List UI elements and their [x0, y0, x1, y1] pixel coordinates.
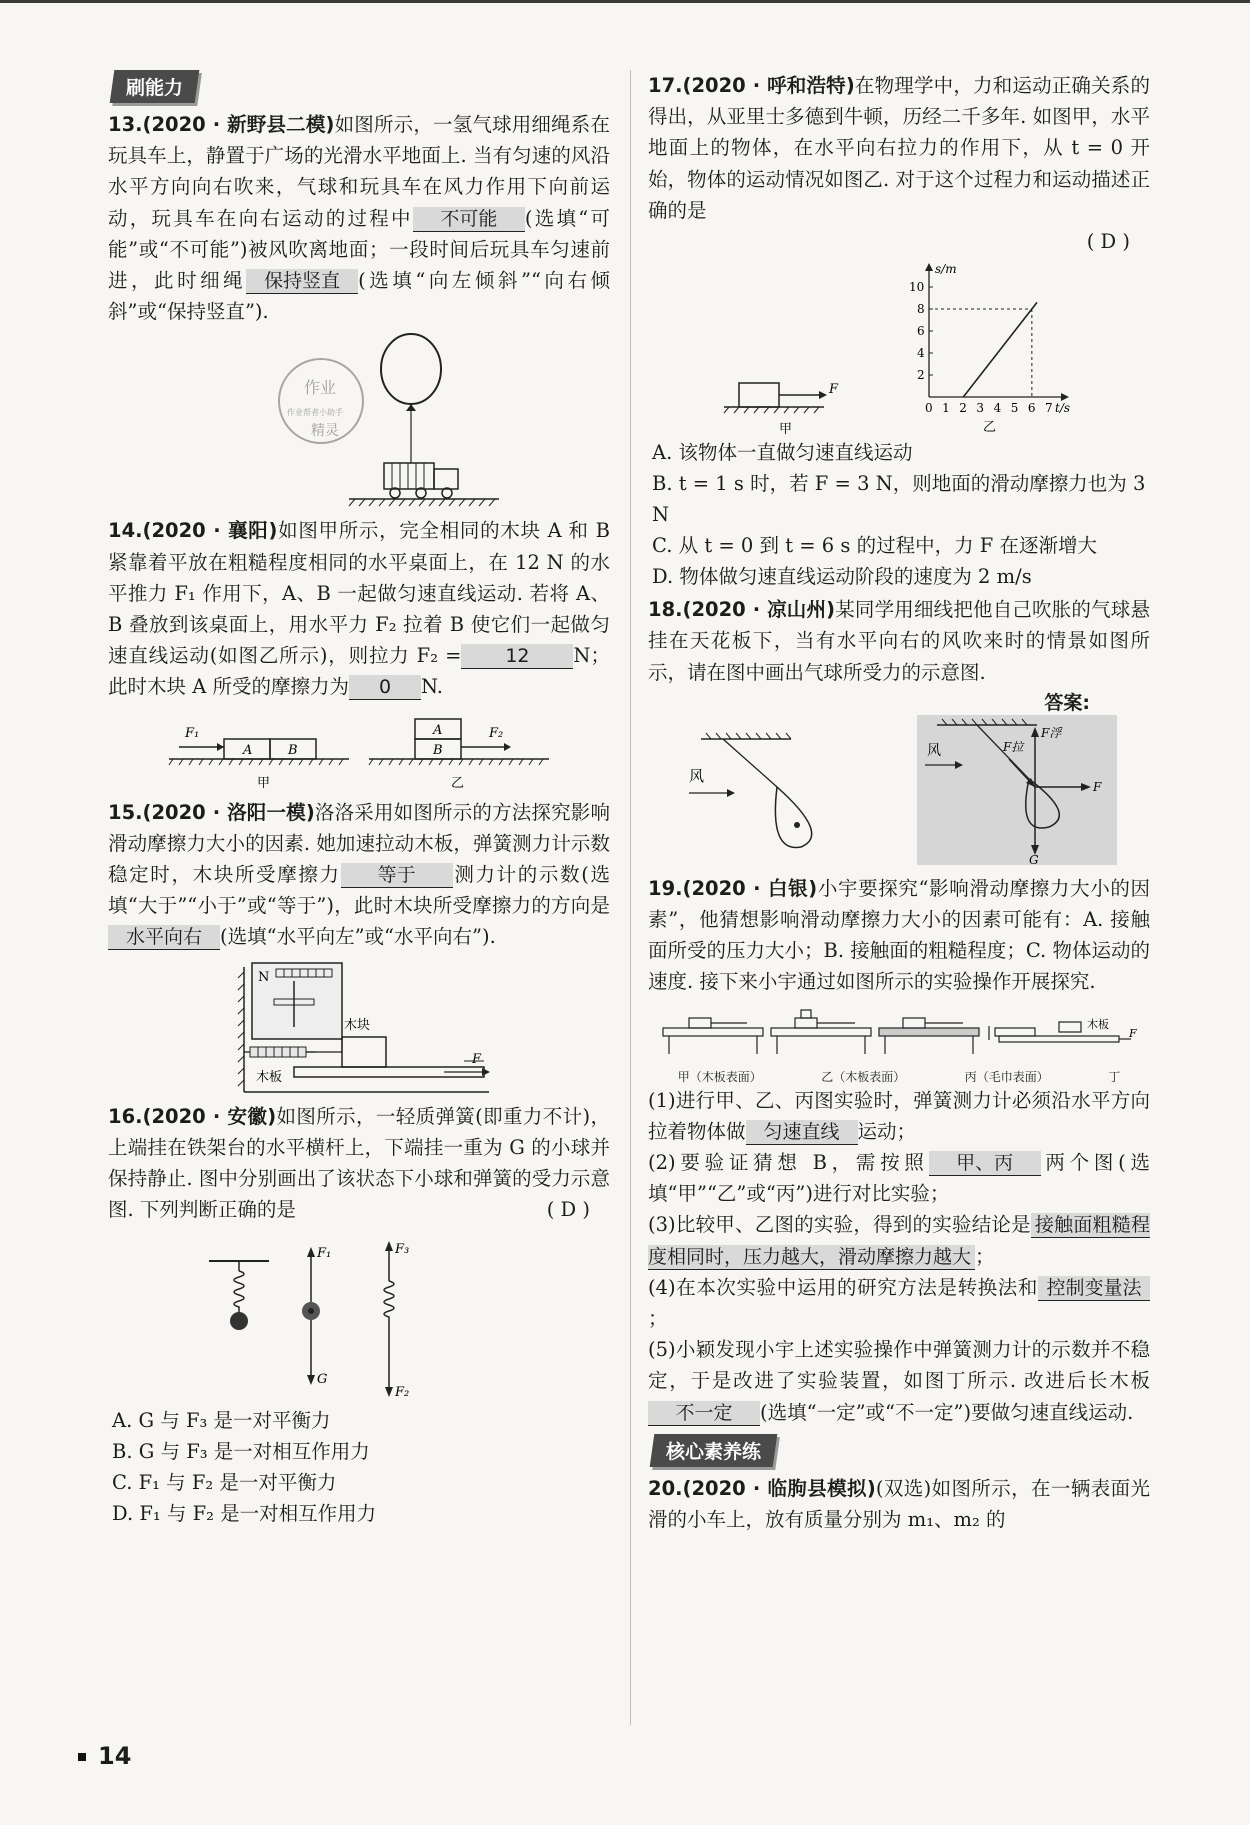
option-c[interactable]: C. 从 t = 0 到 t = 6 s 的过程中，力 F 在逐渐增大: [652, 534, 1098, 558]
g-label: G: [317, 1372, 328, 1388]
q18-figures: [648, 715, 1150, 865]
answer-blank: 12: [461, 644, 573, 669]
question-15: [108, 797, 610, 953]
g-label: G: [1029, 852, 1039, 865]
balloon-force-answer-figure: [917, 715, 1117, 865]
caption-bing: 丙（毛巾表面）: [964, 1069, 1049, 1084]
question-number: 16.: [108, 1104, 143, 1128]
question-source: (2020 · 白银): [682, 876, 818, 900]
question-text: (5)小颖发现小宇上述实验操作中弹簧测力计的示数并不稳定，于是改进了实验装置，如图丁所示. 改进后长木板: [648, 1338, 1150, 1393]
answer-row: [648, 226, 1150, 257]
q19-part2: [648, 1147, 1150, 1209]
q19-part5: [648, 1334, 1150, 1428]
friction-experiments-figure: [659, 1006, 1139, 1064]
answer-blank: 保持竖直: [246, 269, 358, 294]
question-text: 在物理学中，力和运动正确关系的得出，从亚里士多德到牛顿，历经二千多年. 如图甲，水平地面上的物体，在水平向右拉力的作用下，从 t = 0 开始，物体的运动情况如图乙. 对于这个过程力和运动描述正确的是: [648, 74, 1150, 222]
yi-label: 乙: [451, 775, 465, 791]
question-text: 某同学用细线把他自己吹胀的气球悬挂在天花板下，当有水平向右的风吹来时的情景如图所示，请在图中画出气球所受力的示意图.: [648, 598, 1150, 684]
block-b-label: B: [433, 742, 443, 758]
question-text: (4)在本次实验中运用的研究方法是转换法和: [648, 1275, 1038, 1299]
block-a-label: A: [433, 722, 443, 738]
answer-blank: 水平向右: [108, 925, 220, 950]
option-a[interactable]: A. 该物体一直做匀速直线运动: [652, 441, 913, 465]
stamp-ring-text: 作业帮者小助手: [287, 408, 343, 418]
caption-jia: 甲（木板表面）: [677, 1069, 762, 1084]
f1-label: F₁: [185, 725, 200, 741]
blocks-ab-figure: [159, 707, 559, 793]
stamp-bottom-text: 精灵: [311, 423, 339, 440]
jia-label: 甲: [779, 422, 793, 438]
question-text: 测力计的示数(选填“大于”“小于”或“等于”)，此时木块所受摩擦力的方向是: [108, 863, 610, 918]
chart-caption: 乙: [983, 420, 997, 436]
answer-blank: 控制变量法: [1038, 1276, 1150, 1301]
f-wind-label: F: [1093, 779, 1102, 794]
question-text: (2)要验证猜想 B，需按照: [648, 1151, 929, 1175]
question-number: 14.: [108, 519, 143, 543]
answer-blank: 甲、丙: [929, 1151, 1041, 1176]
x-tick-label: 0: [925, 401, 933, 416]
answer-choice: ( D ): [546, 1198, 590, 1222]
right-column: [648, 70, 1150, 1535]
answer-blank: 等于: [341, 863, 453, 888]
question-source: (2020 · 襄阳): [142, 519, 278, 543]
q19-part1: [648, 1085, 1150, 1147]
stamp-top-text: 作业: [304, 378, 337, 398]
answer-label: 答案:: [1044, 691, 1090, 714]
q17-figures: [648, 257, 1150, 437]
figure-captions: [648, 1068, 1150, 1085]
wind-label: 风: [689, 766, 705, 785]
f2-label: F₂: [395, 1385, 410, 1401]
jia-label: 甲: [257, 775, 271, 791]
answer-label-row: [648, 688, 1150, 715]
answer-choice: ( D ): [1086, 230, 1130, 254]
f-buoyancy-label: F浮: [1041, 725, 1062, 740]
question-text: (选填“向左倾斜”“向右倾斜”或“保持竖直”).: [108, 269, 610, 324]
answer-blank: 不可能: [413, 207, 525, 232]
question-number: 19.: [648, 876, 683, 900]
balloon-wind-figure: [681, 725, 851, 855]
question-text: (双选)如图所示，在一辆表面光滑的小车上，放有质量分别为 m₁、m₂ 的: [648, 1476, 1150, 1532]
question-text: 如图甲所示，完全相同的木块 A 和 B 紧靠着平放在粗糙程度相同的水平桌面上，在 12 N 的水平推力 F₁ 作用下，A、B 一起做匀速直线运动. 若将 A、B 叠放到该桌面上，用水平力 F₂ 拉着 B 使它们一起做匀速直线运动(如图乙所示)，则拉力 F₂ =: [108, 519, 610, 668]
question-number: 17.: [648, 74, 683, 97]
caption-ding: 丁: [1108, 1069, 1121, 1084]
f-label: F: [472, 1051, 482, 1067]
option-d[interactable]: D. F₁ 与 F₂ 是一对相互作用力: [112, 1502, 377, 1526]
section-tag-core: 核心素养练: [650, 1434, 778, 1467]
balloon-toy-car-figure: [199, 331, 519, 511]
option-b[interactable]: B. t = 1 s 时，若 F = 3 N，则地面的滑动摩擦力也为 3 N: [652, 472, 1146, 527]
f3-label: F₃: [395, 1242, 410, 1258]
page-number: 14: [78, 1742, 131, 1770]
question-text: 小宇要探究“影响滑动摩擦力大小的因素”，他猜想影响滑动摩擦力大小的因素可能有：A. 接触面所受的压力大小；B. 接触面的粗糙程度；C. 物体运动的速度. 接下来小宇通过如图所示的实验操作开展探究.: [648, 876, 1150, 994]
question-text: ；: [648, 1307, 668, 1331]
question-text: 运动；: [857, 1119, 917, 1143]
x-tick-label: 5: [1010, 401, 1019, 416]
question-text: (1)进行甲、乙、丙图实验时，弹簧测力计必须沿水平方向拉着物体做: [648, 1088, 1150, 1143]
x-tick-label: 6: [1027, 401, 1036, 416]
question-text: 两个图(选填“甲”“乙”或“丙”)进行对比实验；: [648, 1151, 1150, 1206]
section-tag-practice: 刷能力: [110, 70, 200, 103]
f2-label: F₂: [489, 725, 504, 741]
question-text: (3)比较甲、乙图的实验，得到的实验结论是: [648, 1213, 1031, 1237]
question-source: (2020 · 洛阳一模): [142, 800, 315, 824]
x-axis-arrow: [1061, 393, 1069, 401]
question-text: 如图所示，一轻质弹簧(即重力不计)，上端挂在铁架台的水平横杆上，下端挂一重为 G 的小球并保持静止. 图中分别画出了该状态下小球和弹簧的受力示意图. 下列判断正确的是: [108, 1104, 610, 1222]
column-divider: [630, 70, 631, 1725]
y-tick-label: 10: [909, 280, 925, 295]
question-text: (选填“水平向左”或“水平向右”).: [220, 925, 496, 949]
q19-part4: [648, 1272, 1150, 1334]
question-source: (2020 · 呼和浩特): [682, 74, 855, 97]
q16-options: [108, 1405, 610, 1529]
wind-label: 风: [927, 742, 941, 759]
left-column: [108, 70, 610, 1529]
f-label: F: [829, 382, 839, 398]
y-tick-label: 4: [917, 346, 925, 361]
board-label: 木板: [1087, 1017, 1109, 1031]
caption-yi: 乙（木板表面）: [821, 1069, 906, 1084]
question-number: 18.: [648, 598, 683, 622]
question-source: (2020 · 新野县二模): [142, 113, 335, 136]
f-tension-label: F拉: [1003, 739, 1024, 754]
board-label: 木板: [256, 1069, 283, 1085]
question-source: (2020 · 临朐县模拟): [682, 1476, 876, 1500]
question-text: 洛洛采用如图所示的方法探究影响滑动摩擦力大小的因素. 她加速拉动木板，弹簧测力计示数稳定时，木块所受摩擦力: [108, 800, 610, 887]
question-18: [648, 594, 1150, 688]
question-17: [648, 70, 1150, 226]
answer-blank: 接触面粗糙程度相同时，压力越大，滑动摩擦力越大: [648, 1214, 1150, 1268]
series-line: [963, 303, 1037, 398]
stamp-logo: [279, 359, 363, 443]
question-13: [108, 109, 610, 327]
f1-label: F₁: [317, 1246, 332, 1262]
y-axis-arrow: [925, 263, 933, 271]
question-text: (选填“可能”或“不可能”)被风吹离地面；一段时间后玩具车匀速前进，此时细绳: [108, 206, 610, 293]
block-b-label: B: [288, 742, 298, 758]
question-20: [648, 1473, 1150, 1535]
spring-scale-board-figure: [224, 957, 494, 1097]
top-border: [0, 0, 1250, 3]
question-text: N.: [420, 675, 443, 699]
option-a[interactable]: A. G 与 F₃ 是一对平衡力: [112, 1409, 331, 1433]
question-19: [648, 873, 1150, 998]
y-tick-label: 2: [917, 368, 925, 383]
question-number: 13.: [108, 113, 143, 136]
question-text: N；此时木块 A 所受的摩擦力为: [108, 644, 610, 699]
q17-options: [648, 437, 1150, 592]
x-tick-label: 7: [1045, 401, 1053, 416]
question-source: (2020 · 安徽): [142, 1104, 277, 1128]
x-tick-label: 4: [993, 401, 1002, 416]
answer-blank: 匀速直线: [746, 1120, 858, 1145]
answer-blank: 0: [349, 675, 421, 700]
block-a-label: A: [243, 742, 253, 758]
y-axis-label: s/m: [935, 262, 957, 277]
spring-ball-forces-figure: [189, 1241, 529, 1401]
y-tick-label: 6: [917, 324, 925, 339]
question-text: ；: [975, 1244, 995, 1268]
option-c[interactable]: C. F₁ 与 F₂ 是一对平衡力: [112, 1471, 337, 1495]
f-label: F: [1129, 1026, 1137, 1040]
question-16: [108, 1101, 610, 1226]
answer-blank: 不一定: [648, 1401, 760, 1426]
question-number: 15.: [108, 800, 143, 824]
option-d[interactable]: D. 物体做匀速直线运动阶段的速度为 2 m/s: [652, 565, 1032, 589]
question-text: 如图所示，一氢气球用细绳系在玩具车上，静置于广场的光滑水平地面上. 当有匀速的风沿水平方向向右吹来，气球和玩具车在风力作用下向前运动，玩具车在向右运动的过程中: [108, 113, 610, 230]
x-tick-label: 3: [976, 401, 985, 416]
question-source: (2020 · 凉山州): [682, 598, 836, 622]
q19-part3: [648, 1209, 1150, 1271]
newton-label: N: [258, 969, 270, 985]
question-14: [108, 515, 610, 702]
x-axis-label: t/s: [1055, 401, 1071, 416]
x-tick-label: 1: [942, 401, 950, 416]
block-on-ground-figure: [719, 367, 849, 437]
x-tick-label: 2: [959, 401, 967, 416]
s-t-chart: [889, 257, 1079, 437]
question-text: (选填“一定”或“不一定”)要做匀速直线运动.: [760, 1400, 1134, 1424]
y-tick-label: 8: [917, 302, 925, 317]
block-label: 木块: [344, 1017, 371, 1033]
option-b[interactable]: B. G 与 F₃ 是一对相互作用力: [112, 1440, 370, 1464]
question-number: 20.: [648, 1476, 683, 1500]
